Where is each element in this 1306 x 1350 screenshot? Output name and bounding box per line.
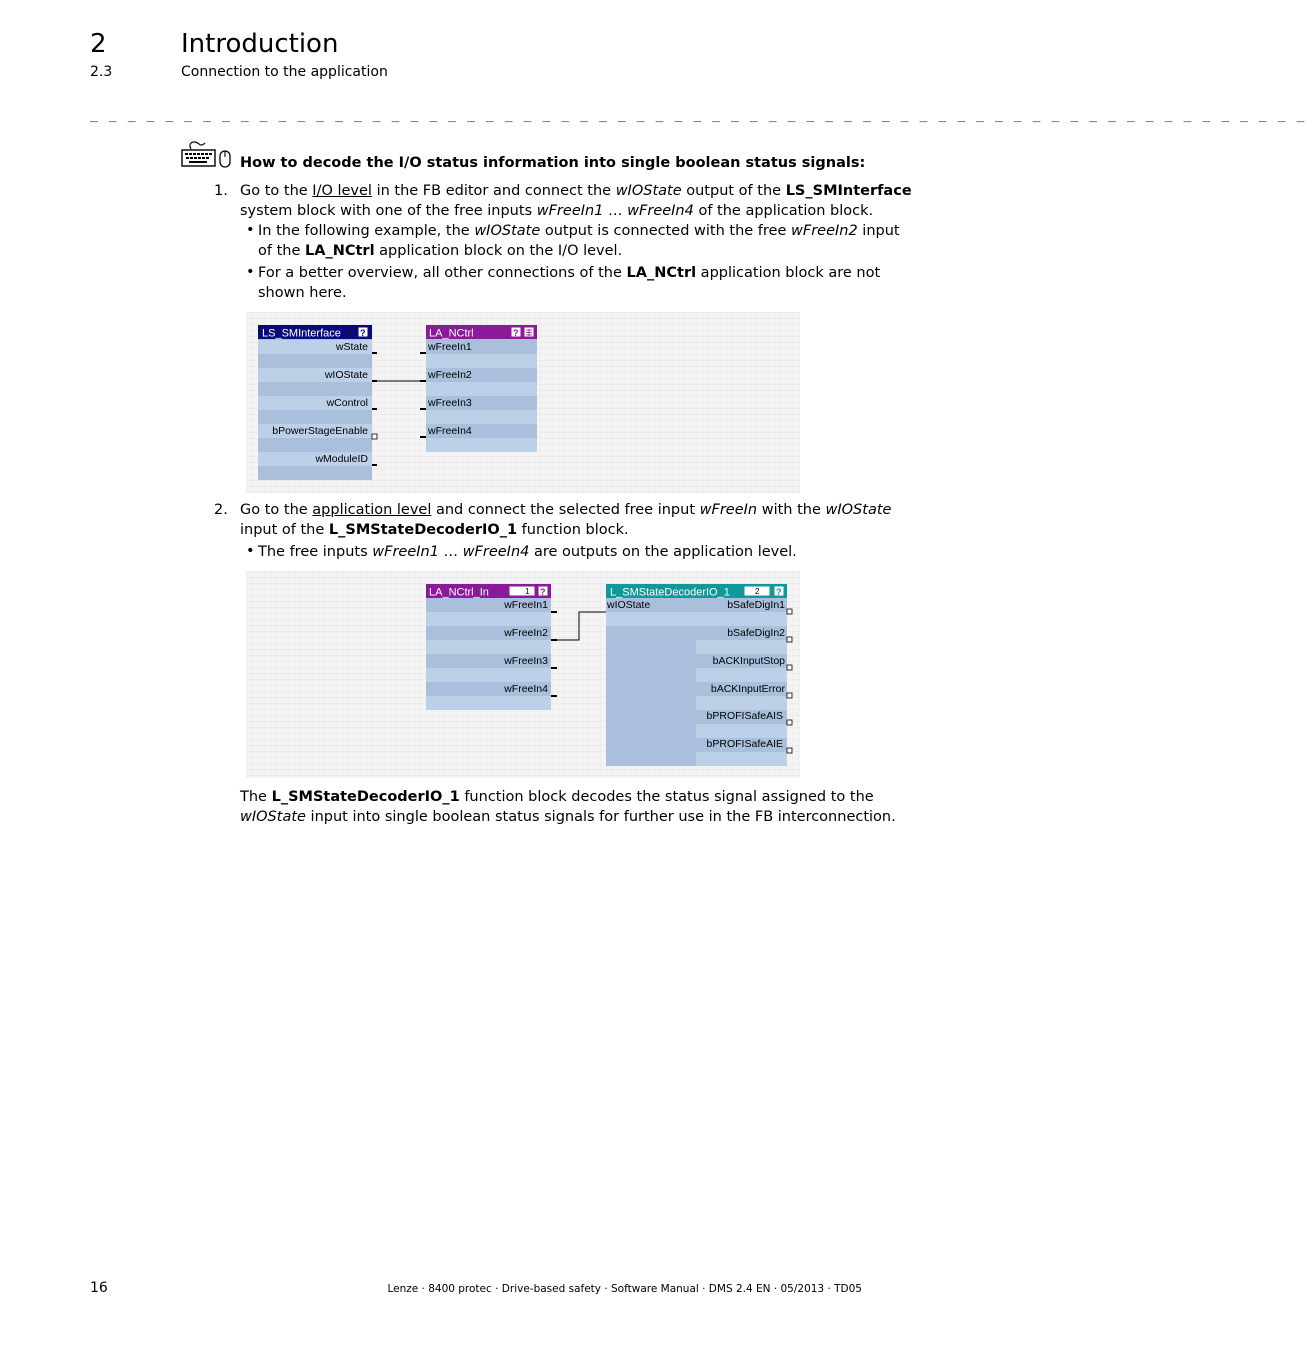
port-wfreein2: wFreeIn2	[504, 627, 548, 639]
port-bsafedigin2: bSafeDigIn2	[727, 627, 785, 639]
application-level-link[interactable]: application level	[312, 502, 432, 518]
la-nctrl-in-block[interactable]	[426, 584, 557, 710]
la-nctrl-in-title: LA_NCtrl_In	[429, 586, 489, 599]
help-icon[interactable]: ?	[513, 328, 519, 338]
port-wfreein2: wFreeIn2	[428, 369, 472, 381]
step-1-bullet-1: In the following example, the wIOState output is connected with the free wFreeIn2 input of the LA_NCtrl application block on the I/O level.	[258, 223, 900, 259]
procedure-heading: How to decode the I/O status information into single boolean status signals:	[240, 155, 866, 171]
port-bprofisafeaie: bPROFISafeAIE	[706, 738, 783, 750]
io-level-link[interactable]: I/O level	[312, 183, 372, 199]
port-backinputerror: bACKInputError	[710, 683, 785, 695]
port-wmoduleid: wModuleID	[315, 453, 368, 465]
ls-sminterface-block[interactable]	[258, 325, 377, 480]
step-1-bullet-2: For a better overview, all other connections of the LA_NCtrl application block are not shown here.	[258, 265, 881, 301]
help-icon[interactable]: ?	[540, 587, 546, 597]
la-nctrl-title: LA_NCtrl	[429, 327, 474, 340]
section-number: 2.3	[90, 64, 113, 80]
port-wfreein4: wFreeIn4	[428, 425, 472, 437]
port-bprofisafeais: bPROFISafeAIS	[706, 710, 783, 722]
instance-badge: 1	[525, 587, 530, 596]
step-2-bullet-1: The free inputs wFreeIn1 … wFreeIn4 are outputs on the application level.	[258, 544, 797, 560]
port-wfreein1: wFreeIn1	[428, 341, 472, 353]
grid-view-icon[interactable]	[524, 327, 534, 337]
port-wfreein4: wFreeIn4	[504, 683, 548, 695]
step-number: 2.	[214, 502, 228, 518]
instance-badge: 2	[755, 587, 760, 596]
port-bsafedigin1: bSafeDigIn1	[727, 599, 785, 611]
la-nctrl-block[interactable]	[420, 325, 537, 452]
port-bpowerstageenable: bPowerStageEnable	[272, 425, 368, 437]
port-backinputstop: bACKInputStop	[712, 655, 785, 667]
chapter-title: Introduction	[181, 29, 339, 59]
l-smstatedecoderio-title: L_SMStateDecoderIO_1	[610, 586, 730, 599]
header-separator: _ _ _ _ _ _ _ _ _ _ _ _ _ _ _ _ _ _ _ _ _ _ _ _ _ _ _ _ _ _ _ _ _ _ _ _ _ _ _ _ _ _ _ _ _ _ _ _ _ _ _ _ _ _ _ _ _ _ _ _ _ _ _ _ _	[90, 108, 1306, 123]
port-wfreein1: wFreeIn1	[504, 599, 548, 611]
bullet-marker: •	[246, 264, 255, 280]
port-wfreein3: wFreeIn3	[428, 397, 472, 409]
section-title: Connection to the application	[181, 64, 388, 80]
step-1-text: Go to the I/O level in the FB editor and connect the wIOState output of the LS_SMInterface system block with one of the free inputs wFreeIn1 … wFreeIn4 of the application block.	[240, 183, 912, 219]
ls-sminterface-title: LS_SMInterface	[262, 327, 341, 340]
keyboard-mouse-icon	[181, 139, 235, 171]
port-wcontrol: wControl	[326, 397, 368, 409]
port-wfreein3: wFreeIn3	[504, 655, 548, 667]
bullet-marker: •	[246, 222, 255, 238]
port-wiostate: wIOState	[607, 599, 651, 611]
step-2-text: Go to the application level and connect the selected free input wFreeIn with the wIOState input of the L_SMStateDecoderIO_1 function block.	[240, 502, 892, 538]
page-number: 16	[90, 1280, 108, 1296]
help-icon[interactable]: ?	[360, 328, 366, 338]
port-wiostate: wIOState	[324, 369, 368, 381]
chapter-number: 2	[90, 29, 107, 59]
fb-editor-io-level-diagram	[246, 312, 800, 493]
l-smstatedecoderio-block[interactable]	[606, 584, 792, 766]
bullet-marker: •	[246, 543, 255, 559]
footer-info: Lenze · 8400 protec · Drive-based safety · Software Manual · DMS 2.4 EN · 05/2013 · TD05	[387, 1283, 862, 1295]
step-number: 1.	[214, 183, 228, 199]
conclusion-text: The L_SMStateDecoderIO_1 function block decodes the status signal assigned to the wIOState input into single boolean status signals for further use in the FB interconnection.	[240, 789, 896, 825]
help-icon[interactable]: ?	[776, 587, 782, 597]
port-wstate: wState	[335, 341, 368, 353]
fb-editor-application-level-diagram	[246, 571, 800, 778]
